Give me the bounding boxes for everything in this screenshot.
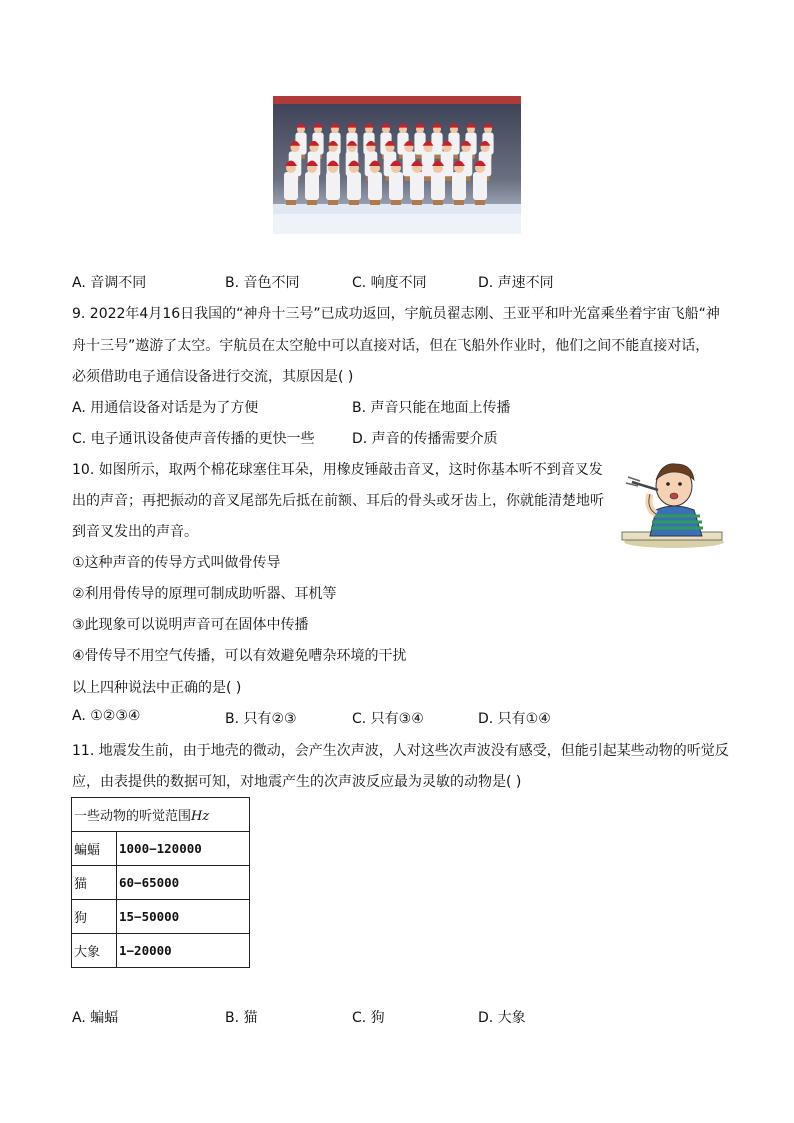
range-cell: 1−20000 bbox=[117, 934, 250, 968]
q10-statement-4: ④骨传导不用空气传播，可以有效避免嘈杂环境的干扰 bbox=[72, 648, 407, 664]
table-row bbox=[72, 934, 250, 968]
animal-cell: 猫 bbox=[72, 866, 117, 900]
hearing-range-table bbox=[71, 797, 250, 968]
tuning-fork-boy-illustration bbox=[618, 458, 724, 550]
q9-line-2: 舟十三号”遨游了太空。宇航员在太空舱中可以直接对话，但在飞船外作业时，他们之间不能直接对话， bbox=[72, 338, 710, 354]
table-unit: Hz bbox=[191, 809, 210, 824]
q8-option-b: B. 音色不同 bbox=[225, 275, 300, 291]
table-row bbox=[72, 866, 250, 900]
q9-option-d: D. 声音的传播需要介质 bbox=[352, 431, 498, 447]
q10-option-c: C. 只有③④ bbox=[352, 711, 424, 727]
table-row bbox=[72, 832, 250, 866]
q10-option-a: A. ①②③④ bbox=[72, 708, 141, 724]
q10-line-2: 出的声音；再把振动的音叉尾部先后抵在前额、耳后的骨头或牙齿上，你就能清楚地听 bbox=[72, 493, 604, 509]
q9-option-c: C. 电子通讯设备使声音传播的更快一些 bbox=[72, 431, 315, 447]
q8-option-d: D. 声速不同 bbox=[478, 275, 554, 291]
animal-cell: 大象 bbox=[72, 934, 117, 968]
q11-option-a: A. 蝙蝠 bbox=[72, 1010, 119, 1026]
range-cell: 1000−120000 bbox=[117, 832, 250, 866]
q11-option-b: B. 猫 bbox=[225, 1010, 258, 1026]
q10-statement-2: ②利用骨传导的原理可制成助听器、耳机等 bbox=[72, 586, 337, 602]
q9-line-1: 9. 2022年4月16日我国的“神舟十三号”已成功返回，宇航员翟志刚、王亚平和叶光富乘坐着宇宙飞船“神 bbox=[72, 306, 720, 322]
table-header bbox=[72, 798, 250, 832]
q11-option-c: C. 狗 bbox=[352, 1010, 385, 1026]
table-header-row bbox=[72, 798, 250, 832]
table-row bbox=[72, 900, 250, 934]
q11-line-2: 应，由表提供的数据可知，对地震产生的次声波反应最为灵敏的动物是( ) bbox=[72, 774, 522, 790]
q9-option-b: B. 声音只能在地面上传播 bbox=[352, 400, 511, 416]
q9-option-a: A. 用通信设备对话是为了方便 bbox=[72, 400, 259, 416]
q11-line-1: 11. 地震发生前，由于地壳的微动，会产生次声波，人对这些次声波没有感受，但能引起某些动物的听觉反 bbox=[72, 743, 729, 759]
q8-option-a: A. 音调不同 bbox=[72, 275, 147, 291]
animal-cell: 蝙蝠 bbox=[72, 832, 117, 866]
range-cell: 15−50000 bbox=[117, 900, 250, 934]
range-cell: 60−65000 bbox=[117, 866, 250, 900]
q10-statement-1: ①这种声音的传导方式叫做骨传导 bbox=[72, 555, 281, 571]
q10-line-3: 到音叉发出的声音。 bbox=[72, 524, 198, 540]
q10-option-b: B. 只有②③ bbox=[225, 711, 297, 727]
q11-option-d: D. 大象 bbox=[478, 1010, 526, 1026]
q10-statement-3: ③此现象可以说明声音可在固体中传播 bbox=[72, 617, 309, 633]
animal-cell: 狗 bbox=[72, 900, 117, 934]
table-header-text: 一些动物的听觉范围 bbox=[74, 809, 192, 824]
q9-line-3: 必须借助电子通信设备进行交流，其原因是( ) bbox=[72, 369, 354, 385]
choir-photo bbox=[273, 96, 521, 234]
q10-line-1: 10. 如图所示，取两个棉花球塞住耳朵，用橡皮锤敲击音叉，这时你基本听不到音叉发 bbox=[72, 462, 603, 478]
q8-option-c: C. 响度不同 bbox=[352, 275, 427, 291]
q10-option-d: D. 只有①④ bbox=[478, 711, 551, 727]
q10-question: 以上四种说法中正确的是( ) bbox=[72, 680, 242, 696]
